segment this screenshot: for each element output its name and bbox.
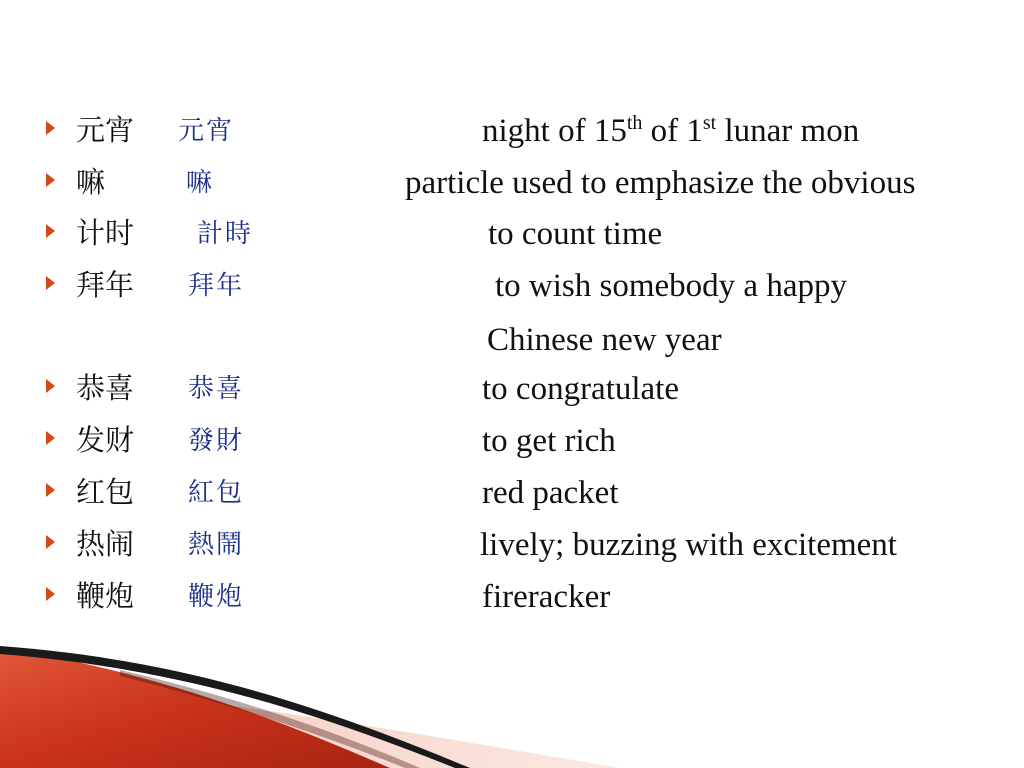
vocab-row-hongbao (0, 472, 1024, 516)
simplified-term: 发财 (76, 423, 135, 457)
triangle-bullet-icon (46, 587, 55, 601)
english-meaning: to congratulate (482, 371, 680, 407)
vocab-row-bainian (0, 265, 1024, 309)
traditional-term: 紅包 (188, 478, 245, 508)
meaning-part: night of 15 (482, 113, 627, 149)
swoosh-red-band (0, 648, 390, 768)
english-meaning-continued: Chinese new year (487, 322, 722, 358)
triangle-bullet-icon (46, 121, 55, 135)
english-meaning: to get rich (482, 423, 616, 459)
simplified-term: 拜年 (76, 268, 135, 302)
triangle-bullet-icon (46, 173, 55, 187)
superscript-ordinal: th (626, 112, 643, 134)
triangle-bullet-icon (46, 431, 55, 445)
vocab-row-bianpao (0, 576, 1024, 620)
simplified-term: 热闹 (76, 527, 135, 561)
vocab-row-gongxi (0, 368, 1024, 412)
traditional-term: 拜年 (188, 271, 245, 301)
english-meaning: particle used to emphasize the obvious (405, 165, 916, 201)
meaning-part: lunar mon (716, 113, 860, 149)
triangle-bullet-icon (46, 276, 55, 290)
traditional-term: 恭喜 (188, 374, 245, 404)
simplified-term: 红包 (76, 475, 135, 509)
vocab-row-ma (0, 162, 1024, 206)
vocab-row-jishi (0, 213, 1024, 257)
simplified-term: 恭喜 (76, 371, 135, 405)
traditional-term: 熱鬧 (188, 530, 245, 560)
simplified-term: 计时 (76, 216, 135, 250)
corner-swoosh-decoration (0, 640, 1024, 768)
traditional-term: 元宵 (178, 116, 235, 146)
traditional-term: 發財 (188, 426, 245, 456)
simplified-term: 嘛 (76, 165, 106, 199)
english-meaning: to wish somebody a happy (495, 268, 847, 304)
english-meaning: red packet (482, 475, 619, 511)
simplified-term: 鞭炮 (76, 579, 135, 613)
superscript-ordinal: st (702, 112, 717, 134)
meaning-part: of 1 (642, 113, 703, 149)
vocab-row-renao (0, 524, 1024, 568)
triangle-bullet-icon (46, 483, 55, 497)
english-meaning: fireracker (482, 579, 611, 615)
triangle-bullet-icon (46, 379, 55, 393)
vocab-row-yuanxiao (0, 110, 1024, 154)
english-meaning: lively; buzzing with excitement (480, 527, 897, 563)
traditional-term: 鞭炮 (188, 582, 245, 612)
vocab-row-facai (0, 420, 1024, 464)
english-meaning (482, 111, 859, 151)
simplified-term: 元宵 (76, 113, 135, 147)
english-meaning: to count time (488, 216, 663, 252)
traditional-term: 嘛 (186, 168, 215, 198)
triangle-bullet-icon (46, 535, 55, 549)
triangle-bullet-icon (46, 224, 55, 238)
traditional-term: 計時 (197, 219, 254, 249)
